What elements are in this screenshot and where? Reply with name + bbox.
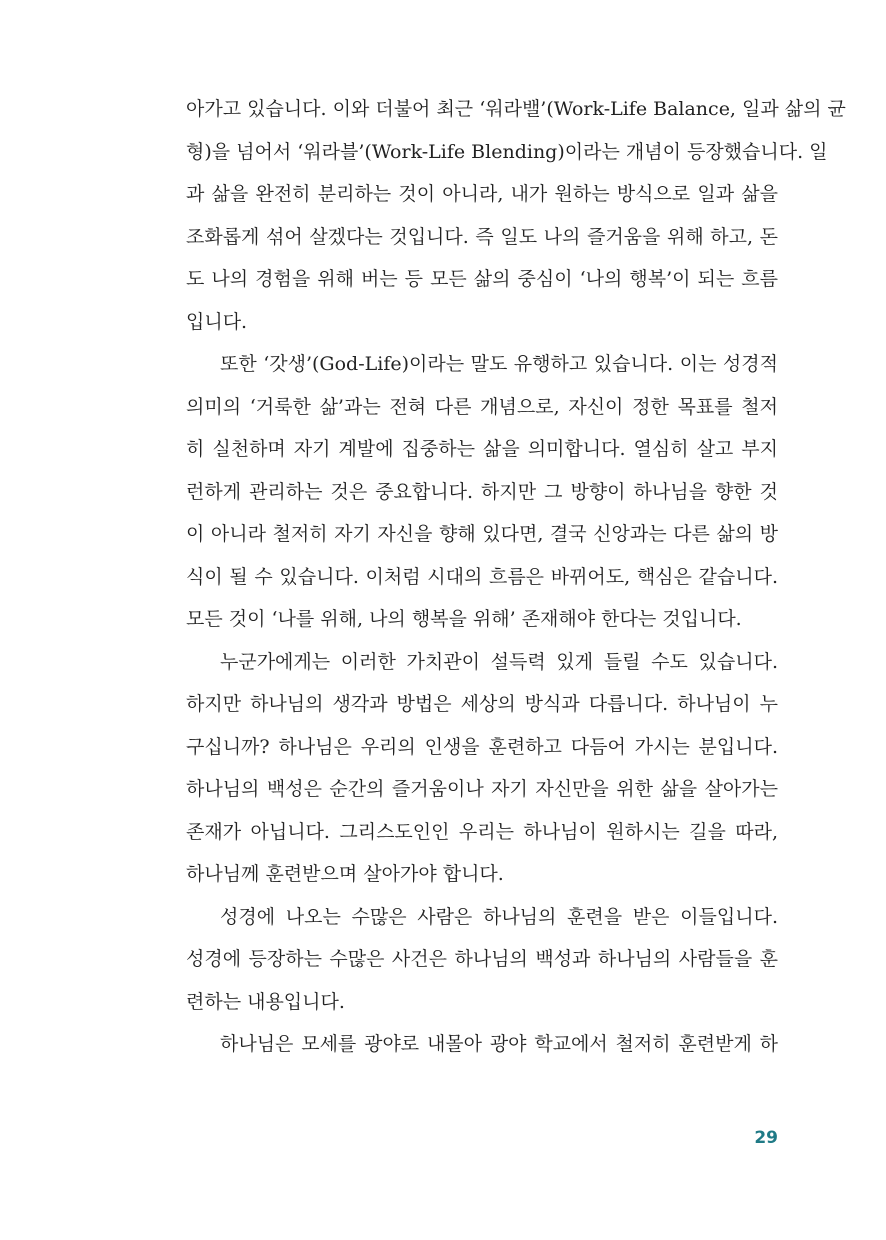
text-line: 하나님께 훈련받으며 살아가야 합니다.	[186, 863, 504, 885]
text-line: 아가고 있습니다. 이와 더불어 최근 ‘워라밸’(Work-Life Balance, 일과 삶의 균	[186, 98, 846, 120]
page-number: 29	[754, 1128, 778, 1148]
text-line: 과 삶을 완전히 분리하는 것이 아니라, 내가 원하는 방식으로 일과 삶을	[186, 183, 778, 205]
text-line: 성경에 등장하는 수많은 사건은 하나님의 백성과 하나님의 사람들을 훈	[186, 948, 778, 970]
text-line: 입니다.	[186, 310, 248, 333]
text-line: 하나님은 모세를 광야로 내몰아 광야 학교에서 철저히 훈련받게 하	[220, 1033, 778, 1055]
text-line: 런하게 관리하는 것은 중요합니다. 하지만 그 방향이 하나님을 향한 것	[186, 480, 778, 503]
text-line: 히 실천하며 자기 계발에 집중하는 삶을 의미합니다. 열심히 살고 부지	[186, 438, 778, 460]
text-line: 하지만 하나님의 생각과 방법은 세상의 방식과 다릅니다. 하나님이 누	[186, 693, 778, 715]
text-line: 성경에 나오는 수많은 사람은 하나님의 훈련을 받은 이들입니다.	[220, 905, 778, 928]
body-text	[186, 88, 846, 1066]
text-line: 존재가 아닙니다. 그리스도인인 우리는 하나님이 원하시는 길을 따라,	[186, 820, 778, 843]
text-line: 누군가에게는 이러한 가치관이 설득력 있게 들릴 수도 있습니다.	[220, 650, 778, 673]
text-line: 이 아니라 철저히 자기 자신을 향해 있다면, 결국 신앙과는 다른 삶의 방	[186, 523, 778, 545]
text-line: 구십니까? 하나님은 우리의 인생을 훈련하고 다듬어 가시는 분입니다.	[186, 735, 778, 758]
text-line: 형)을 넘어서 ‘워라블’(Work-Life Blending)이라는 개념이 등장했습니다. 일	[186, 140, 828, 163]
text-line: 모든 것이 ‘나를 위해, 나의 행복을 위해’ 존재해야 한다는 것입니다.	[186, 608, 742, 630]
text-line: 련하는 내용입니다.	[186, 990, 345, 1013]
text-line: 의미의 ‘거룩한 삶’과는 전혀 다른 개념으로, 자신이 정한 목표를 철저	[186, 395, 778, 418]
text-line: 도 나의 경험을 위해 버는 등 모든 삶의 중심이 ‘나의 행복’이 되는 흐름	[186, 268, 778, 290]
text-line: 하나님의 백성은 순간의 즐거움이나 자기 자신만을 위한 삶을 살아가는	[186, 778, 778, 800]
text-line: 조화롭게 섞어 살겠다는 것입니다. 즉 일도 나의 즐거움을 위해 하고, 돈	[186, 225, 778, 248]
text-line: 또한 ‘갓생’(God-Life)이라는 말도 유행하고 있습니다. 이는 성경적	[220, 353, 778, 375]
text-line: 식이 될 수 있습니다. 이처럼 시대의 흐름은 바뀌어도, 핵심은 같습니다.	[186, 565, 778, 588]
